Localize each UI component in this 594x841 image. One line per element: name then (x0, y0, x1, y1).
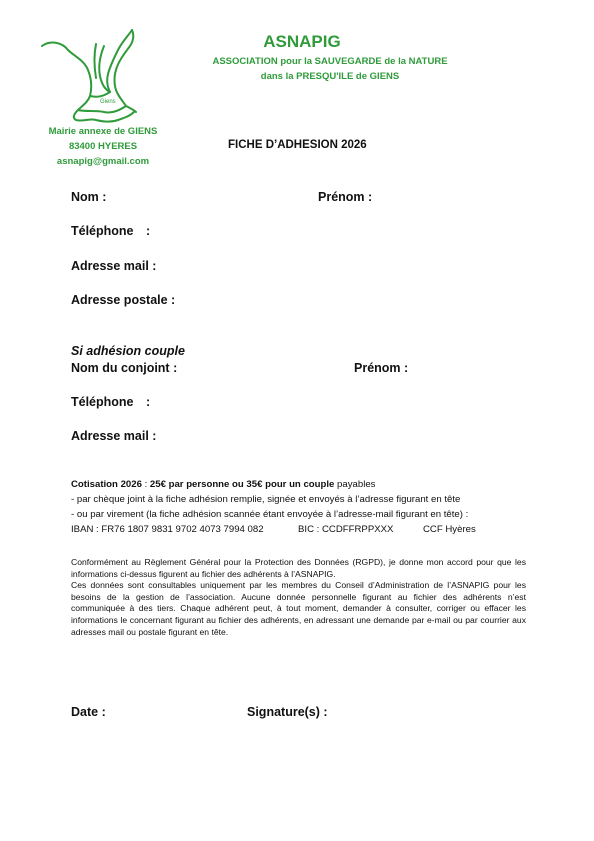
cotisation-sep: : (141, 479, 150, 490)
logo-label: Giens (100, 99, 116, 105)
cotisation-label: Cotisation 2026 (71, 479, 142, 490)
adresse-postale-label: Adresse postale : (71, 293, 176, 307)
rgpd-paragraph-1: Conformément au Règlement Général pour la Protection des Données (RGPD), je donne mon accord pour que les informations ci-dessus figurent au fichier des adhérents à l’ASNAPIG. (71, 557, 526, 579)
asnapig-logo (38, 26, 148, 126)
cotisation-cheque: - par chèque joint à la fiche adhésion remplie, signée et envoyés à l’adresse figurant en tête (71, 494, 461, 505)
org-name: ASNAPIG (263, 32, 341, 51)
mairie-name: Mairie annexe de GIENS (48, 126, 158, 137)
mairie-city: 83400 HYERES (68, 141, 138, 152)
date-label: Date : (71, 705, 106, 719)
telephone-label: Téléphone (71, 224, 134, 238)
signature-label: Signature(s) : (247, 705, 328, 719)
telephone-conjoint-colon: : (146, 395, 151, 409)
org-subtitle-1: ASSOCIATION pour la SAUVEGARDE de la NATURE (212, 56, 448, 67)
adresse-mail-label: Adresse mail : (71, 259, 157, 273)
mairie-email: asnapig@gmail.com (56, 156, 150, 167)
cotisation-payables: payables (334, 479, 376, 490)
nom-label: Nom : (71, 190, 107, 204)
page-title: FICHE D’ADHESION 2026 (228, 139, 367, 151)
telephone-conjoint-label: Téléphone (71, 395, 134, 409)
adresse-mail-conjoint-label: Adresse mail : (71, 429, 157, 443)
bic: BIC : CCDFFRPPXXX (298, 524, 394, 535)
cotisation-virement: - ou par virement (la fiche adhésion scannée étant envoyée à l’adresse-mail figurant en tête) : (71, 509, 469, 520)
couple-heading: Si adhésion couple (71, 344, 185, 358)
cotisation-line (71, 479, 526, 491)
cotisation-amount: 25€ par personne ou 35€ pour un couple (149, 479, 335, 490)
iban: IBAN : FR76 1807 9831 9702 4073 7994 082 (71, 524, 264, 535)
bank-name: CCF Hyères (423, 524, 476, 535)
rgpd-paragraph-2: Ces données sont consultables uniquement par les membres du Conseil d’Administration de l’ASNAPIG pour les besoins de la gestion de l’association. Aucune donnée personnelle figurant au fichier des adhérents n’est communiquée à des tiers. Chaque adhérent peut, à tout moment, demander à consulter, corriger ou effacer les informations le concernant figurant au fichier des adhérents, en adressant une demande par e-mail ou par courrier aux adresses mail ou postale figurant en tête. (71, 580, 526, 637)
prenom-label: Prénom : (318, 190, 373, 204)
rgpd-text (71, 557, 526, 638)
nom-conjoint-label: Nom du conjoint : (71, 361, 178, 375)
prenom-conjoint-label: Prénom : (354, 361, 409, 375)
telephone-colon: : (146, 224, 151, 238)
org-subtitle-2: dans la PRESQU'ILE de GIENS (260, 71, 400, 82)
